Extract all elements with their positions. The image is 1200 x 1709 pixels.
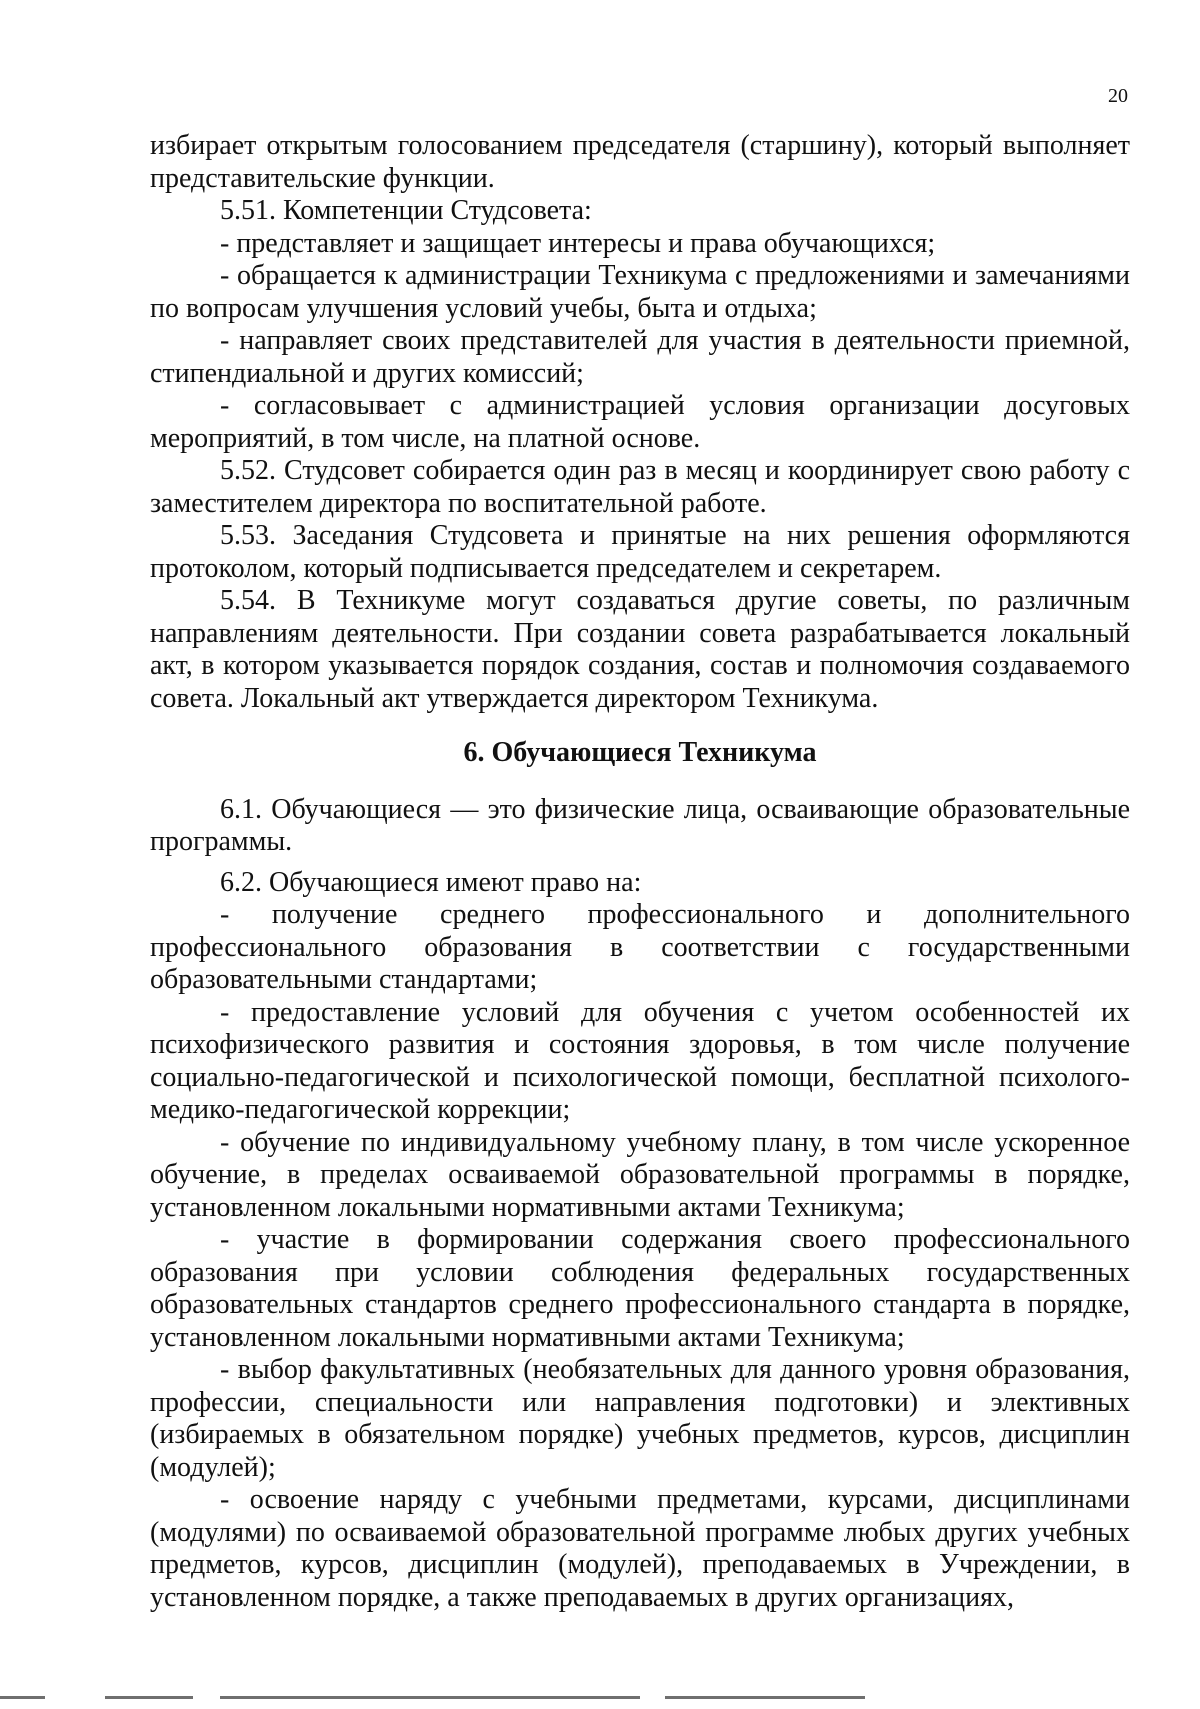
page-number: 20 — [1108, 85, 1128, 107]
paragraph: - согласовывает с администрацией условия организации досуговых мероприятий, в том числе, на платной основе. — [150, 390, 1130, 454]
paragraph: - получение среднего профессионального и дополнительного профессионального образования в соответствии с государственными образовательными стандартами; — [150, 899, 1130, 995]
paragraph: - представляет и защищает интересы и права обучающихся; — [220, 227, 936, 259]
paragraph: - предоставление условий для обучения с учетом особенностей их психофизического развития и состояния здоровья, в том числе получение социально-педагогической и психологической помощи, бесплатной психолого-медико-педагогической коррекции; — [150, 996, 1130, 1125]
paragraph: избирает открытым голосованием председателя (старшину), который выполняет представительские функции. — [150, 130, 1130, 194]
paragraph: 5.51. Компетенции Студсовета: — [220, 195, 592, 226]
section-5-continuation — [150, 130, 1130, 715]
section-6-body — [150, 794, 1130, 1615]
paragraph: - обращается к администрации Техникума с предложениями и замечаниями по вопросам улучшения условий учебы, быта и отдыха; — [150, 260, 1130, 324]
section-heading: 6. Обучающиеся Техникума — [463, 737, 817, 768]
paragraph: - освоение наряду с учебными предметами, курсами, дисциплинами (модулями) по осваиваемой образовательной программе любых других учебных предметов, курсов, дисциплин (модулей), преподаваемых в Учреждении, в установленном порядке, а также преподаваемых в других организациях, — [150, 1484, 1130, 1613]
paragraph: - обучение по индивидуальному учебному плану, в том числе ускоренное обучение, в пределах осваиваемой образовательной программы в порядке, установленном локальными нормативными актами Техникума; — [150, 1126, 1130, 1223]
paragraph: 6.1. Обучающиеся — это физические лица, осваивающие образовательные программы. — [150, 793, 1130, 857]
paragraph: - выбор факультативных (необязательных для данного уровня образования, профессии, специальности или направления подготовки) и элективных (избираемых в обязательном порядке) учебных предметов, курсов, дисциплин (модулей); — [150, 1354, 1130, 1483]
paragraph: 5.53. Заседания Студсовета и принятые на них решения оформляются протоколом, который подписывается председателем и секретарем. — [150, 520, 1130, 584]
paragraph: 5.52. Студсовет собирается один раз в месяц и координирует свою работу с заместителем директора по воспитательной работе. — [150, 455, 1130, 519]
scan-artifact-line — [0, 1693, 1200, 1703]
paragraph: - направляет своих представителей для участия в деятельности приемной, стипендиальной и других комиссий; — [150, 325, 1130, 389]
paragraph: - участие в формировании содержания своего профессионального образования при условии соблюдения федеральных государственных образовательных стандартов среднего профессионального стандарта в порядке, установленном локальными нормативными актами Техникума; — [150, 1224, 1130, 1353]
document-body — [150, 130, 1130, 1614]
paragraph: 5.54. В Техникуме могут создаваться другие советы, по различным направлениям деятельности. При создании совета разрабатывается локальный акт, в котором указывается порядок создания, состав и полномочия создаваемого совета. Локальный акт утверждается директором Техникума. — [150, 585, 1130, 714]
paragraph: 6.2. Обучающиеся имеют право на: — [220, 866, 642, 898]
